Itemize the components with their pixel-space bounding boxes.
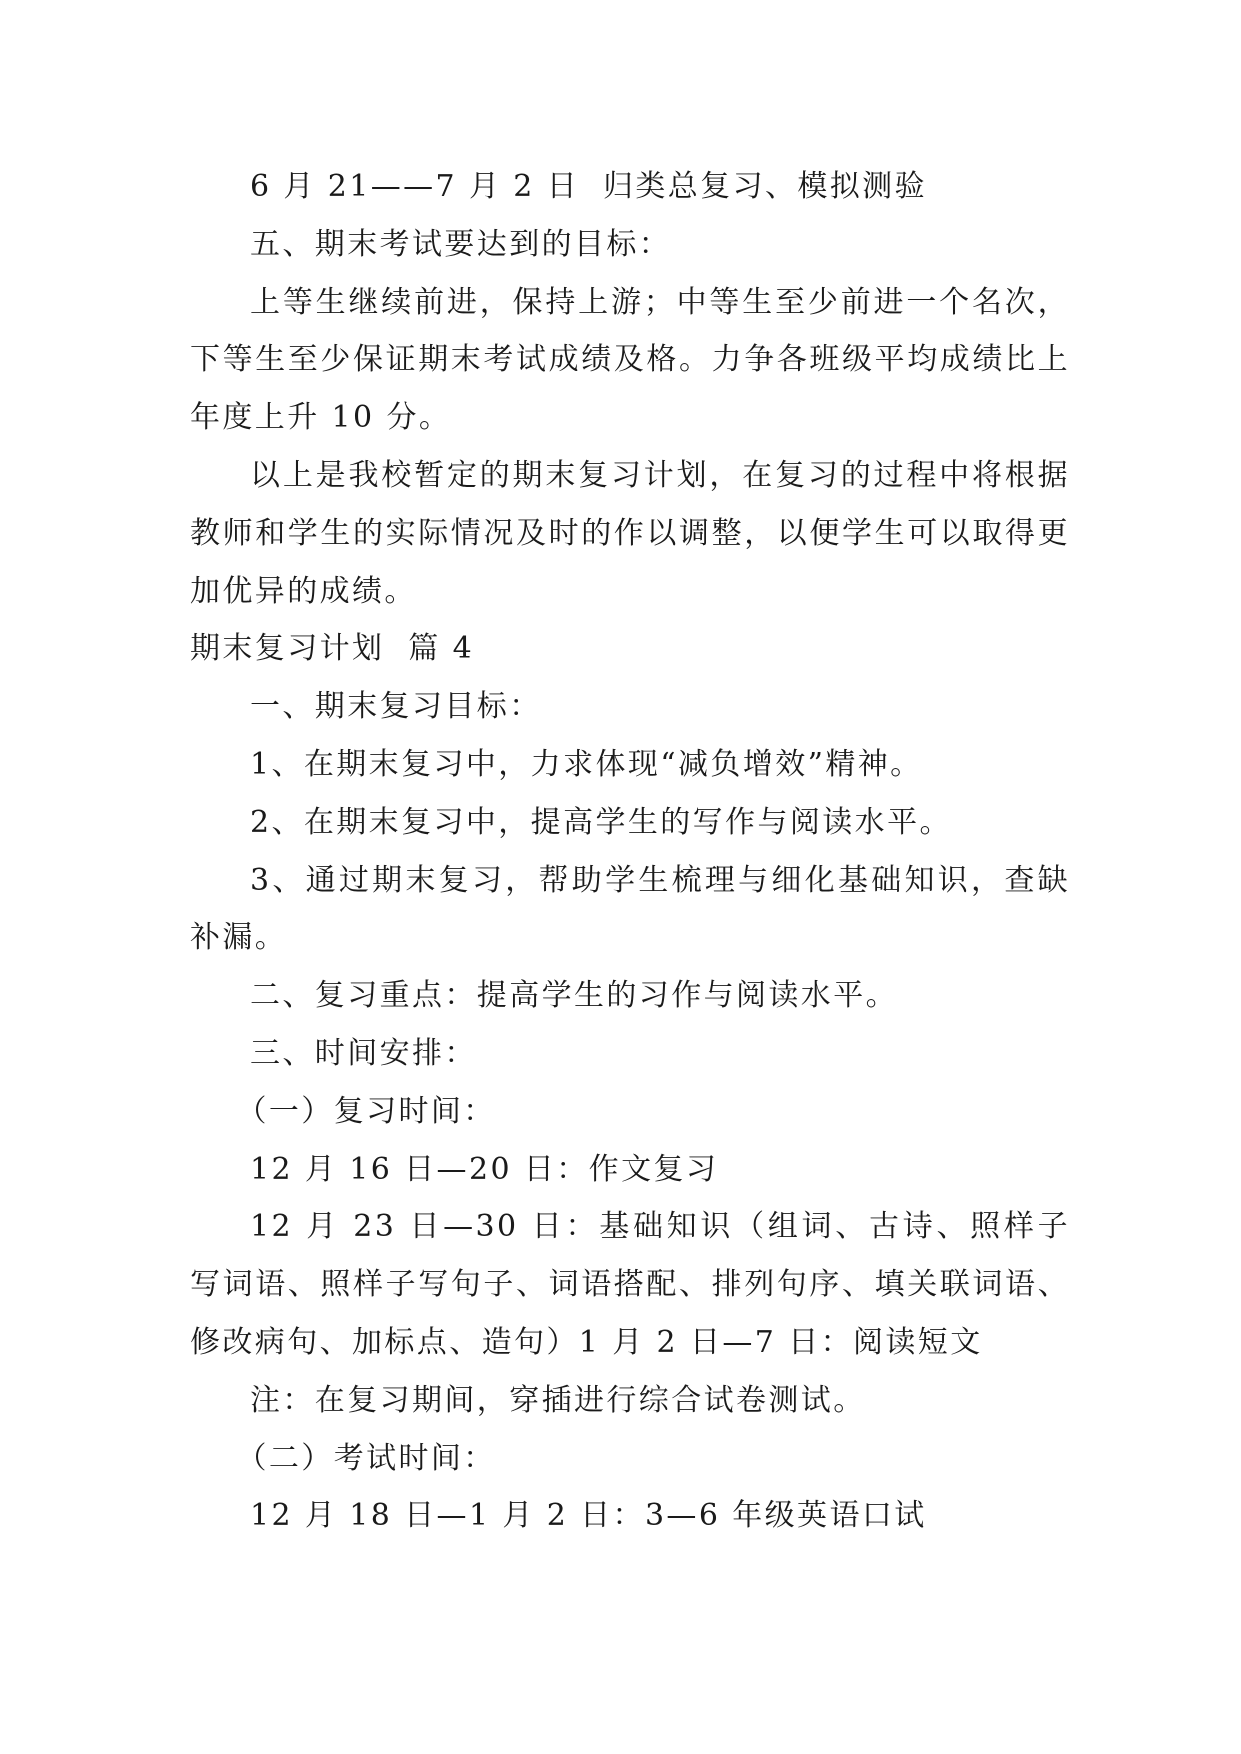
objective-item-1: 1、在期末复习中，力求体现“减负增效”精神。 (250, 746, 923, 782)
subheading-review-time: （一）复习时间： (236, 1093, 496, 1129)
objective-item-2: 2、在期末复习中，提高学生的写作与阅读水平。 (250, 804, 952, 840)
section-heading-goals: 五、期末考试要达到的目标： (250, 226, 672, 262)
schedule-line-review: 6 月 21——7 月 2 日 归类总复习、模拟测验 (250, 169, 927, 204)
schedule-line-oral-exam: 12 月 18 日—1 月 2 日：3—6 年级英语口试 (250, 1498, 927, 1534)
schedule-line-writing: 12 月 16 日—20 日：作文复习 (250, 1151, 719, 1187)
note-paragraph: 注：在复习期间，穿插进行综合试卷测试。 (250, 1382, 866, 1418)
conclusion-paragraph: 以上是我校暂定的期末复习计划，在复习的过程中将根据教师和学生的实际情况及时的作以调整，以便学生可以取得更加优异的成绩。 (190, 457, 1070, 609)
schedule-line-basics: 12 月 23 日—30 日：基础知识（组词、古诗、照样子写词语、照样子写句子、词语搭配、排列句序、填关联词语、修改病句、加标点、造句）1 月 2 日—7 日：阅读短文 (190, 1209, 1070, 1360)
goals-paragraph: 上等生继续前进，保持上游；中等生至少前进一个名次，下等生至少保证期末考试成绩及格。力争各班级平均成绩比上年度上升 10 分。 (190, 284, 1070, 436)
section-heading-focus: 二、复习重点：提高学生的习作与阅读水平。 (250, 978, 898, 1014)
subheading-exam-time: （二）考试时间： (236, 1440, 496, 1476)
section-heading-objectives: 一、期末复习目标： (250, 689, 542, 725)
section-heading-schedule: 三、时间安排： (250, 1035, 477, 1071)
plan-title: 期末复习计划 篇 4 (190, 631, 475, 667)
document-body (190, 158, 1070, 1545)
objective-item-3: 3、通过期末复习，帮助学生梳理与细化基础知识，查缺补漏。 (190, 862, 1070, 956)
